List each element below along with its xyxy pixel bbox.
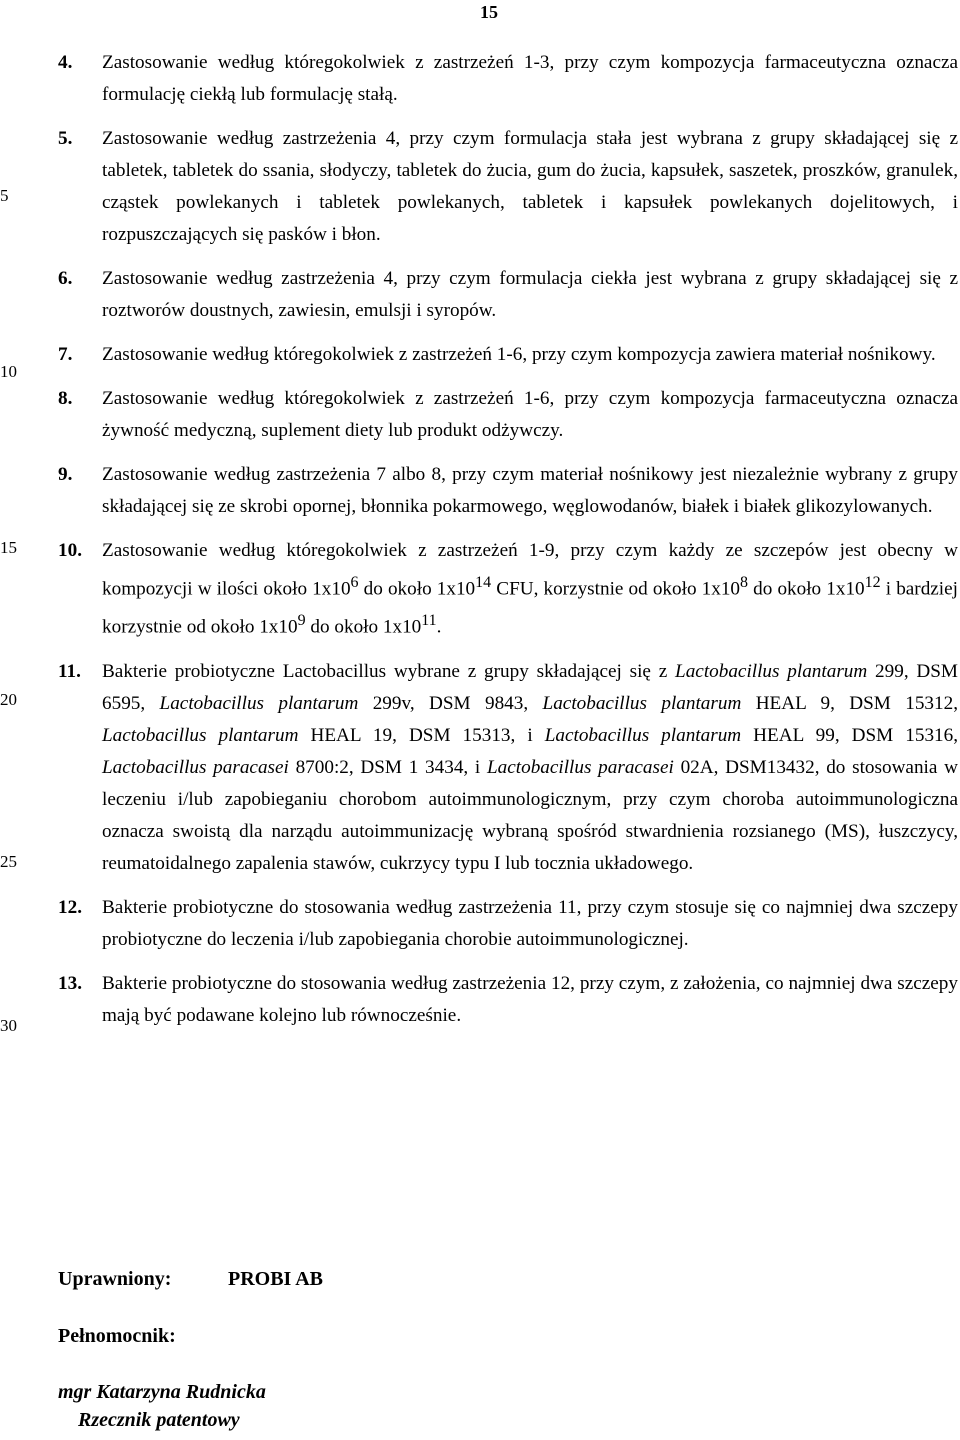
exponent: 14 bbox=[475, 574, 492, 591]
species-name: Lactobacillus plantarum bbox=[542, 692, 742, 714]
claim-text-part: 8700:2, DSM 1 3434, i bbox=[288, 756, 487, 778]
claim-number: 10. bbox=[58, 540, 82, 561]
claim-text-part: 299, DSM 6595, bbox=[102, 660, 958, 714]
claim-text-part: HEAL 9, DSM 15312, bbox=[741, 692, 959, 714]
claim-number: 4. bbox=[58, 52, 73, 73]
claim-text-part: do około 1x10 bbox=[305, 616, 422, 638]
claim-text: Zastosowanie według któregokolwiek z zastrzeżeń 1-6, przy czym kompozycja farmaceutyczna oznacza żywność medyczną, suplement diety lub produkt odżywczy. bbox=[102, 388, 958, 441]
claim-text-part: CFU, korzystnie od około 1x10 bbox=[491, 578, 741, 600]
claim-text bbox=[102, 656, 958, 880]
claim-text-part: i bardziej korzystnie od około 1x10 bbox=[102, 578, 958, 638]
claim-text-part: do około 1x10 bbox=[748, 578, 865, 600]
attorney-label: Pełnomocnik: bbox=[58, 1325, 176, 1347]
claim-text-part: . bbox=[436, 616, 442, 638]
exponent: 12 bbox=[864, 574, 881, 591]
line-number-25: 25 bbox=[0, 852, 17, 871]
claim-text: Bakterie probiotyczne do stosowania według zastrzeżenia 12, przy czym, z założenia, co najmniej dwa szczepy mają być podawane kolejno lub równocześnie. bbox=[102, 972, 958, 1026]
exponent: 11 bbox=[421, 612, 437, 630]
species-name: Lactobacillus plantarum bbox=[675, 660, 868, 682]
claim-10 bbox=[58, 535, 958, 644]
claim-text-part: Bakterie probiotyczne Lactobacillus wybrane z grupy składającej się z bbox=[102, 660, 676, 682]
claim-13 bbox=[58, 968, 958, 1032]
attorney-title: Rzecznik patentowy bbox=[78, 1409, 240, 1431]
species-name: Lactobacillus paracasei bbox=[486, 756, 674, 778]
claim-6 bbox=[58, 263, 958, 327]
claim-text bbox=[102, 535, 958, 644]
exponent: 6 bbox=[350, 574, 359, 591]
claim-text-part: 02A, DSM13432, do stosowania w leczeniu i/lub zapobieganiu chorobom autoimmunologicznym, przy czym choroba autoimmunologiczna oznacza swoistą dla narządu autoimmunizację wybraną spośród stwardnienia rozsianego (MS), łuszczycy, reumatoidalnego zapalenia stawów, cukrzycy typu I lub tocznia układowego. bbox=[102, 756, 958, 874]
claim-text-part: Zastosowanie według któregokolwiek z zastrzeżeń 1-9, przy czym każdy ze szczepów jest obecny w kompozycji w ilości około 1x10 bbox=[102, 540, 958, 600]
claim-number: 5. bbox=[58, 128, 73, 149]
claim-11 bbox=[58, 656, 958, 880]
claim-number: 6. bbox=[58, 268, 73, 289]
line-number-20: 20 bbox=[0, 690, 17, 709]
exponent: 8 bbox=[740, 574, 749, 591]
line-number-10: 10 bbox=[0, 362, 17, 381]
claim-text: Bakterie probiotyczne do stosowania według zastrzeżenia 11, przy czym stosuje się co najmniej dwa szczepy probiotyczne do leczenia i/lub zapobiegania chorobie autoimmunologicznej. bbox=[102, 896, 958, 950]
claim-9 bbox=[58, 459, 958, 523]
claim-text: Zastosowanie według któregokolwiek z zastrzeżeń 1-6, przy czym kompozycja zawiera materiał nośnikowy. bbox=[102, 344, 936, 365]
claim-number: 12. bbox=[58, 896, 82, 918]
species-name: Lactobacillus plantarum bbox=[159, 692, 359, 714]
claim-number: 11. bbox=[58, 660, 81, 682]
claim-5 bbox=[58, 123, 958, 251]
species-name: Lactobacillus paracasei bbox=[102, 756, 289, 778]
claim-number: 7. bbox=[58, 344, 73, 365]
page-number: 15 bbox=[480, 2, 498, 22]
entitled-value: PROBI AB bbox=[228, 1268, 324, 1290]
species-name: Lactobacillus plantarum bbox=[544, 724, 742, 746]
claim-text: Zastosowanie według któregokolwiek z zastrzeżeń 1-3, przy czym kompozycja farmaceutyczna oznacza formulację ciekłą lub formulację stałą. bbox=[102, 52, 958, 105]
attorney-name: mgr Katarzyna Rudnicka bbox=[58, 1381, 266, 1403]
claim-12 bbox=[58, 892, 958, 956]
species-name: Lactobacillus plantarum bbox=[102, 724, 299, 746]
claim-text-part: do około 1x10 bbox=[358, 578, 476, 600]
claim-7 bbox=[58, 339, 958, 371]
claim-number: 13. bbox=[58, 972, 82, 994]
line-number-30: 30 bbox=[0, 1016, 17, 1035]
claims-list bbox=[58, 47, 958, 1044]
line-number-5: 5 bbox=[0, 186, 9, 205]
line-number-15: 15 bbox=[0, 538, 17, 557]
claim-8 bbox=[58, 383, 958, 447]
claim-number: 9. bbox=[58, 464, 73, 485]
claim-text-part: HEAL 99, DSM 15316, bbox=[741, 724, 959, 746]
claim-number: 8. bbox=[58, 388, 73, 409]
claim-4 bbox=[58, 47, 958, 111]
claim-text: Zastosowanie według zastrzeżenia 4, przy czym formulacja stała jest wybrana z grupy składającej się z tabletek, tabletek do ssania, słodyczy, tabletek do żucia, gum do żucia, kapsułek, saszetek, proszków, granulek, cząstek powlekanych i tabletek powlekanych, tabletek i kapsułek powlekanych dojelitowych, i rozpuszczających się pasków i błon. bbox=[102, 128, 958, 245]
claim-text-part: HEAL 19, DSM 15313, i bbox=[298, 724, 545, 746]
claim-text-part: 299v, DSM 9843, bbox=[358, 692, 543, 714]
claim-text: Zastosowanie według zastrzeżenia 7 albo 8, przy czym materiał nośnikowy jest niezależnie wybrany z grupy składającej się ze skrobi opornej, błonnika pokarmowego, węglowodanów, białek i białek glikozylowanych. bbox=[102, 464, 958, 517]
entitled-label: Uprawniony: bbox=[58, 1268, 172, 1290]
claim-text: Zastosowanie według zastrzeżenia 4, przy czym formulacja ciekła jest wybrana z grupy składającej się z roztworów doustnych, zawiesin, emulsji i syropów. bbox=[102, 268, 958, 321]
exponent: 9 bbox=[297, 612, 306, 630]
